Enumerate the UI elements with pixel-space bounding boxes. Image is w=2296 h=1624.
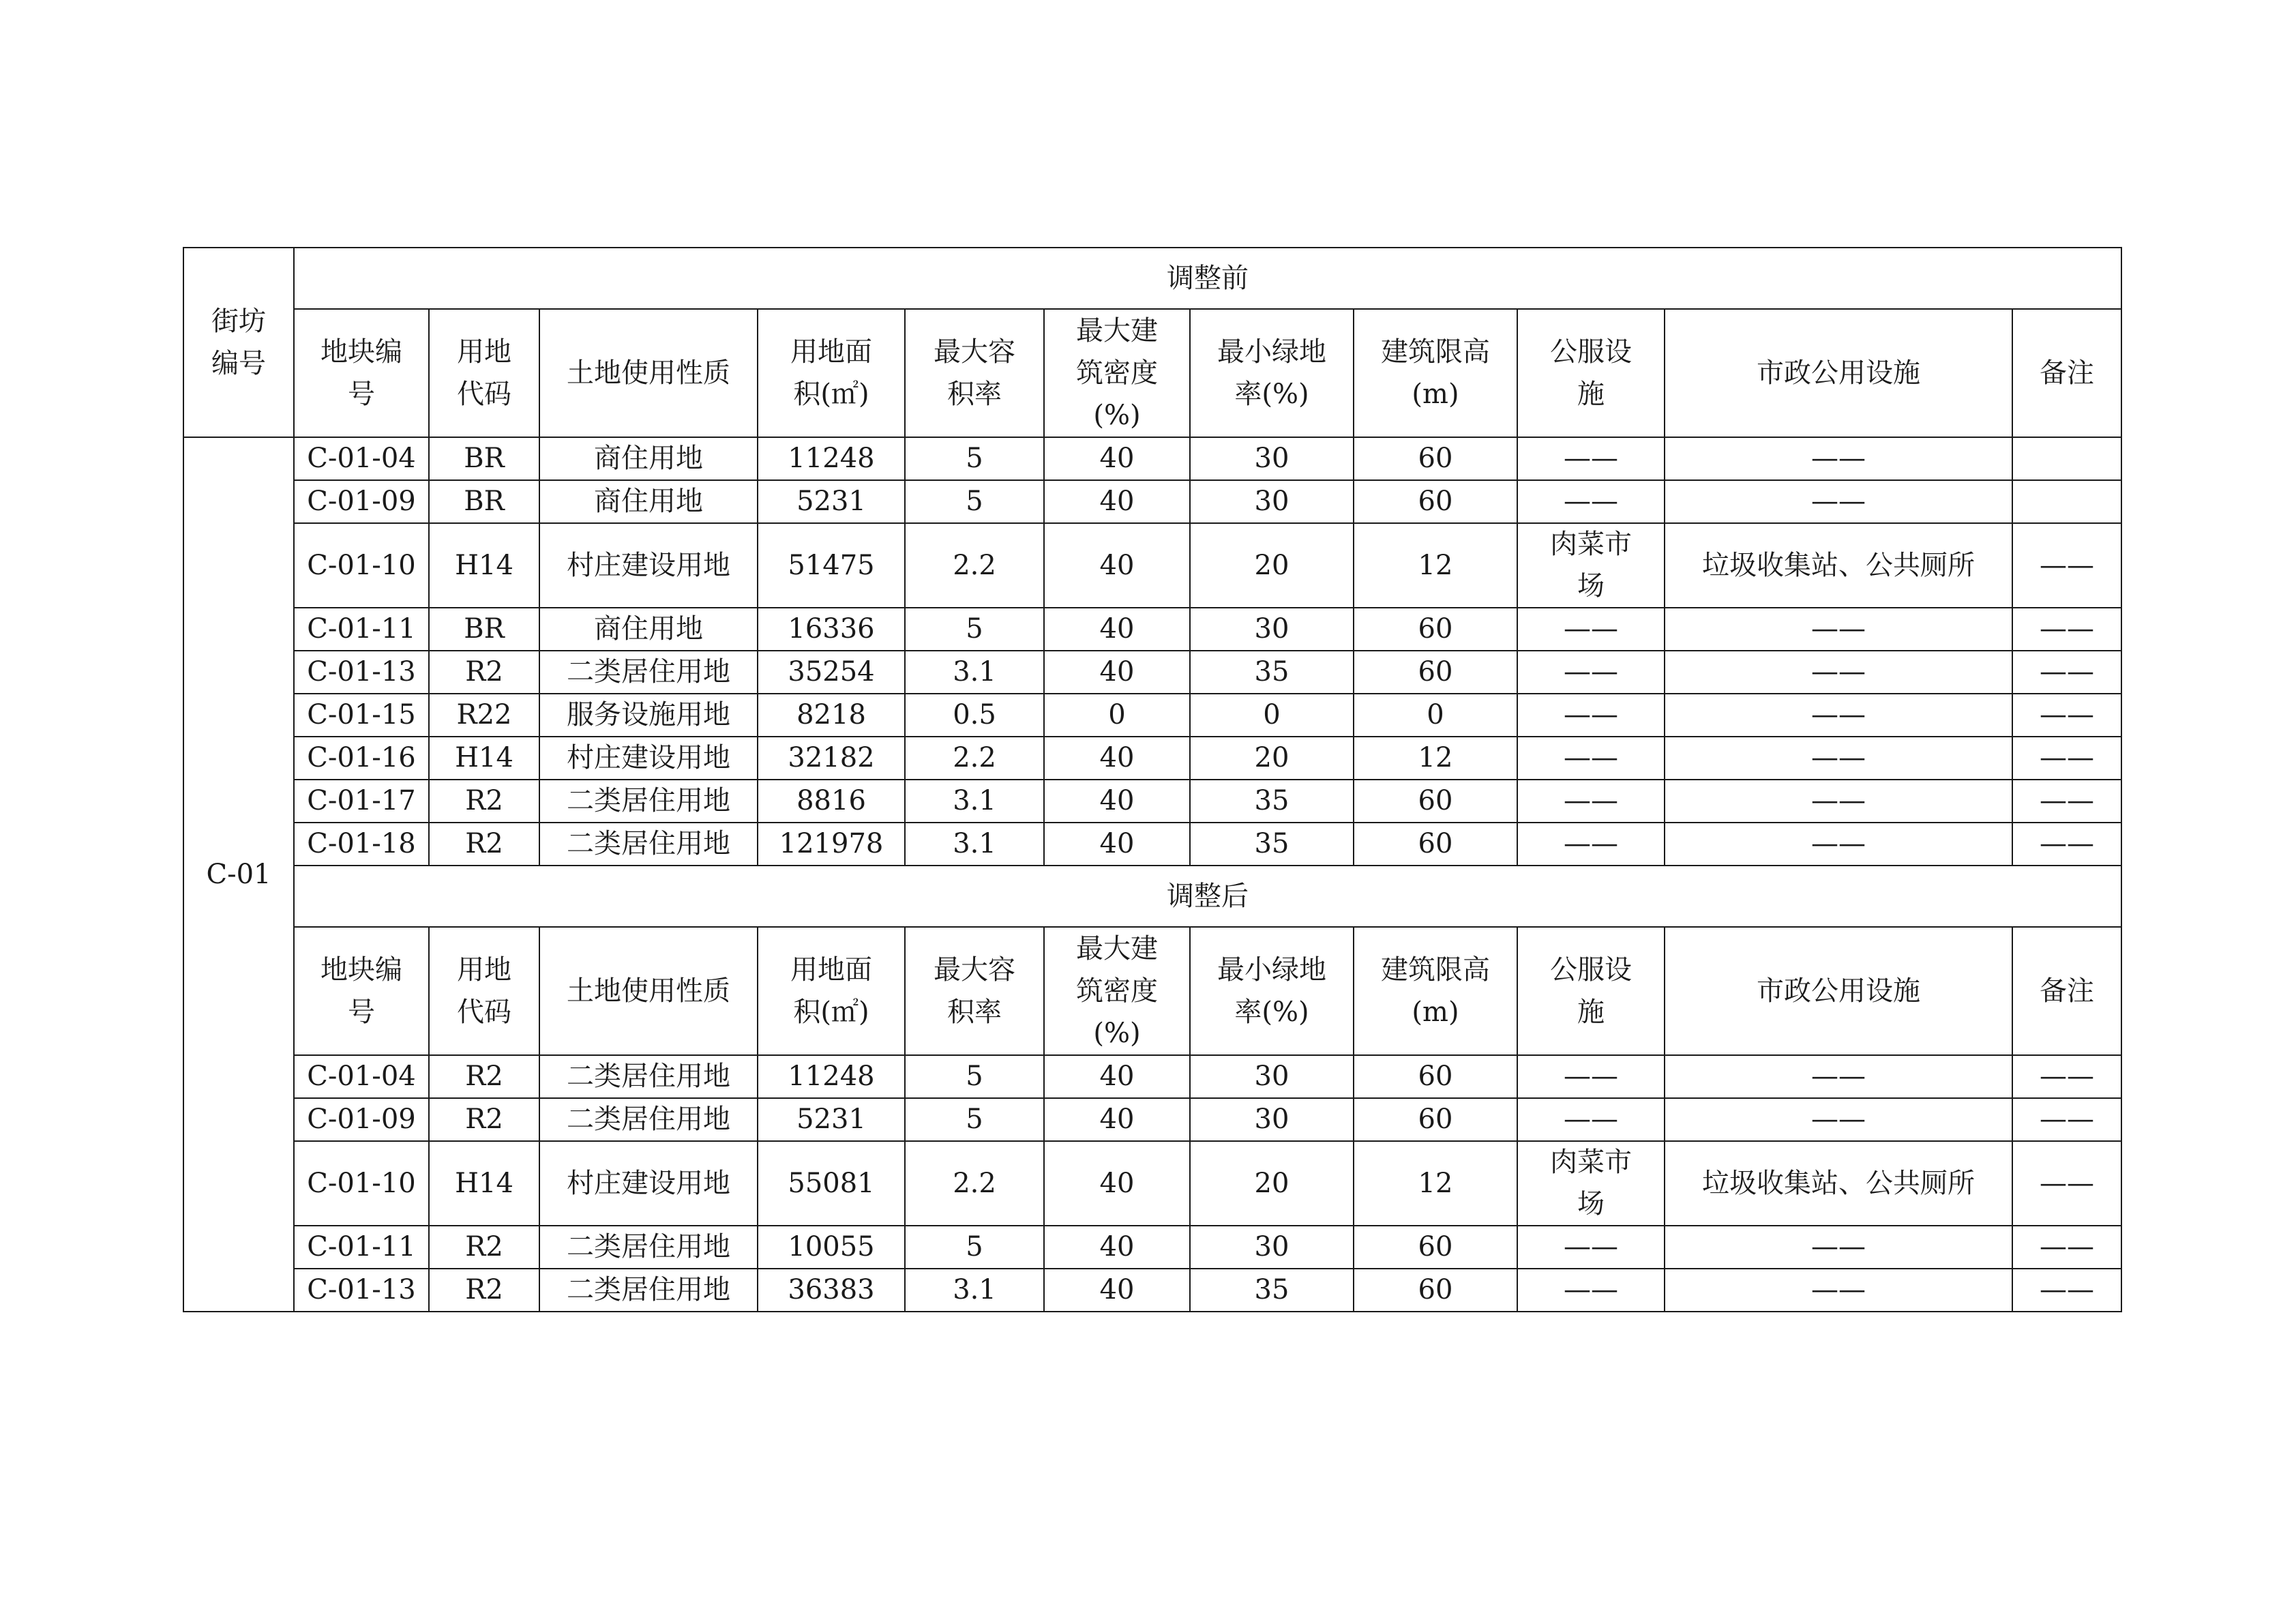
min-green-ratio-header-line: 率(%)	[1234, 996, 1309, 1028]
parcel-id-header	[294, 927, 429, 1055]
max-far-cell: 5	[905, 1098, 1044, 1141]
min-green-ratio-cell: 35	[1190, 651, 1354, 694]
parcel-id-cell: C-01-09	[294, 480, 429, 523]
municipal-facility-cell: ——	[1665, 1226, 2012, 1269]
height-limit-header-line: 建筑限高	[1381, 954, 1490, 986]
parcel-id-cell: C-01-16	[294, 737, 429, 780]
table-row	[183, 823, 2121, 866]
land-area-cell: 55081	[758, 1141, 905, 1226]
land-area-cell: 32182	[758, 737, 905, 780]
parcel-id-cell: C-01-10	[294, 1141, 429, 1226]
remarks-cell: ——	[2012, 651, 2121, 694]
parcel-id-header-line: 地块编	[320, 954, 402, 986]
height-limit-cell: 60	[1354, 1269, 1517, 1312]
public-service-facility-cell-line: ——	[1564, 742, 1618, 773]
max-building-density-cell: 0	[1044, 694, 1190, 737]
public-service-facility-cell	[1517, 480, 1665, 523]
land-use-nature-cell: 村庄建设用地	[539, 737, 758, 780]
min-green-ratio-cell: 35	[1190, 823, 1354, 866]
height-limit-cell: 60	[1354, 480, 1517, 523]
height-limit-cell: 60	[1354, 823, 1517, 866]
max-far-cell: 2.2	[905, 523, 1044, 608]
public-service-facility-cell-line: 场	[1577, 570, 1605, 602]
land-area-cell: 5231	[758, 1098, 905, 1141]
block-number: C-01	[183, 437, 294, 1312]
land-code-cell: R2	[429, 823, 539, 866]
land-use-nature-cell: 二类居住用地	[539, 1226, 758, 1269]
land-area-cell: 51475	[758, 523, 905, 608]
max-building-density-header-line: (%)	[1093, 400, 1141, 431]
land-area-cell: 16336	[758, 608, 905, 651]
height-limit-cell: 60	[1354, 1098, 1517, 1141]
block-number-header	[183, 248, 294, 437]
municipal-facility-cell: ——	[1665, 437, 2012, 480]
min-green-ratio-cell: 20	[1190, 523, 1354, 608]
remarks-cell: ——	[2012, 1226, 2121, 1269]
land-code-header-line: 代码	[457, 379, 511, 410]
max-far-cell: 3.1	[905, 1269, 1044, 1312]
land-use-nature-cell: 二类居住用地	[539, 823, 758, 866]
municipal-facility-cell: 垃圾收集站、公共厕所	[1665, 1141, 2012, 1226]
public-service-facility-header-line: 公服设	[1550, 954, 1632, 986]
table-row	[183, 1141, 2121, 1226]
min-green-ratio-cell: 20	[1190, 737, 1354, 780]
min-green-ratio-cell: 30	[1190, 437, 1354, 480]
municipal-facility-cell: ——	[1665, 1055, 2012, 1098]
max-building-density-header-line: (%)	[1093, 1018, 1141, 1049]
max-building-density-cell: 40	[1044, 437, 1190, 480]
public-service-facility-cell-line: 肉菜市	[1550, 1147, 1632, 1178]
max-far-header-line: 积率	[947, 379, 1002, 410]
min-green-ratio-header	[1190, 309, 1354, 437]
block-number-header-line: 街坊	[211, 306, 266, 337]
max-building-density-cell: 40	[1044, 1269, 1190, 1312]
land-code-header-line: 用地	[457, 336, 511, 368]
min-green-ratio-header-line: 最小绿地	[1217, 336, 1326, 368]
public-service-facility-header	[1517, 927, 1665, 1055]
public-service-facility-cell-line: ——	[1564, 699, 1618, 730]
public-service-facility-header-line: 公服设	[1550, 336, 1632, 368]
table-row	[183, 1226, 2121, 1269]
remarks-cell: ——	[2012, 737, 2121, 780]
height-limit-cell: 12	[1354, 1141, 1517, 1226]
max-far-header	[905, 309, 1044, 437]
height-limit-cell: 60	[1354, 437, 1517, 480]
land-use-nature-cell: 二类居住用地	[539, 1055, 758, 1098]
remarks-header	[2012, 927, 2121, 1055]
land-area-cell: 8218	[758, 694, 905, 737]
remarks-cell: ——	[2012, 608, 2121, 651]
public-service-facility-cell	[1517, 1098, 1665, 1141]
land-use-nature-cell: 二类居住用地	[539, 780, 758, 823]
max-building-density-cell: 40	[1044, 608, 1190, 651]
remarks-cell: ——	[2012, 1141, 2121, 1226]
height-limit-cell: 60	[1354, 608, 1517, 651]
municipal-facility-cell: ——	[1665, 823, 2012, 866]
land-use-nature-header-line: 土地使用性质	[567, 357, 730, 389]
land-area-cell: 35254	[758, 651, 905, 694]
max-building-density-header-line: 筑密度	[1076, 975, 1158, 1007]
height-limit-cell: 60	[1354, 1226, 1517, 1269]
land-code-cell: R2	[429, 1098, 539, 1141]
remarks-cell: ——	[2012, 1269, 2121, 1312]
parcel-id-cell: C-01-13	[294, 1269, 429, 1312]
land-use-nature-header	[539, 927, 758, 1055]
public-service-facility-cell-line: 场	[1577, 1188, 1605, 1220]
remarks-header-line: 备注	[2040, 357, 2095, 389]
parcel-id-header-line: 地块编	[320, 336, 402, 368]
land-code-header-line: 代码	[457, 996, 511, 1028]
land-area-header-line: 用地面	[790, 954, 872, 986]
remarks-cell: ——	[2012, 1098, 2121, 1141]
table-row	[183, 1055, 2121, 1098]
land-use-nature-cell: 二类居住用地	[539, 1098, 758, 1141]
remarks-header-line: 备注	[2040, 975, 2095, 1007]
public-service-facility-cell	[1517, 523, 1665, 608]
min-green-ratio-cell: 30	[1190, 1098, 1354, 1141]
min-green-ratio-cell: 30	[1190, 1226, 1354, 1269]
table-row	[183, 651, 2121, 694]
parcel-id-cell: C-01-15	[294, 694, 429, 737]
land-area-cell: 121978	[758, 823, 905, 866]
land-code-cell: R2	[429, 1055, 539, 1098]
max-building-density-cell: 40	[1044, 1141, 1190, 1226]
land-use-nature-cell: 村庄建设用地	[539, 1141, 758, 1226]
parcel-id-cell: C-01-04	[294, 1055, 429, 1098]
max-far-header	[905, 927, 1044, 1055]
public-service-facility-cell	[1517, 437, 1665, 480]
max-building-density-header-line: 最大建	[1076, 933, 1158, 964]
public-service-facility-cell-line: ——	[1564, 828, 1618, 859]
land-use-nature-cell: 商住用地	[539, 608, 758, 651]
max-far-cell: 3.1	[905, 780, 1044, 823]
public-service-facility-cell	[1517, 737, 1665, 780]
remarks-cell: ——	[2012, 694, 2121, 737]
max-far-cell: 5	[905, 1055, 1044, 1098]
max-far-header-line: 积率	[947, 996, 1002, 1028]
parcel-id-header-line: 号	[348, 996, 375, 1028]
parcel-id-cell: C-01-17	[294, 780, 429, 823]
min-green-ratio-cell: 20	[1190, 1141, 1354, 1226]
max-far-header-line: 最大容	[934, 954, 1015, 986]
municipal-facility-cell: ——	[1665, 737, 2012, 780]
table-row	[183, 523, 2121, 608]
height-limit-header-line: (m)	[1412, 379, 1459, 410]
parcel-id-cell: C-01-04	[294, 437, 429, 480]
land-code-cell: R2	[429, 780, 539, 823]
public-service-facility-cell-line: ——	[1564, 656, 1618, 688]
municipal-facility-header	[1665, 927, 2012, 1055]
public-service-facility-cell	[1517, 608, 1665, 651]
municipal-facility-header-line: 市政公用设施	[1757, 975, 1920, 1007]
public-service-facility-cell	[1517, 694, 1665, 737]
land-use-nature-cell: 村庄建设用地	[539, 523, 758, 608]
municipal-facility-cell: ——	[1665, 608, 2012, 651]
min-green-ratio-cell: 35	[1190, 780, 1354, 823]
height-limit-cell: 12	[1354, 523, 1517, 608]
land-code-header	[429, 927, 539, 1055]
height-limit-cell: 60	[1354, 651, 1517, 694]
max-far-cell: 5	[905, 608, 1044, 651]
municipal-facility-cell: ——	[1665, 480, 2012, 523]
max-far-cell: 5	[905, 480, 1044, 523]
land-code-header-line: 用地	[457, 954, 511, 986]
land-area-header	[758, 927, 905, 1055]
public-service-facility-cell	[1517, 780, 1665, 823]
land-code-cell: R2	[429, 1269, 539, 1312]
table-row	[183, 480, 2121, 523]
land-use-nature-cell: 二类居住用地	[539, 1269, 758, 1312]
max-building-density-cell: 40	[1044, 737, 1190, 780]
max-far-cell: 3.1	[905, 651, 1044, 694]
max-building-density-cell: 40	[1044, 1055, 1190, 1098]
remarks-header	[2012, 309, 2121, 437]
min-green-ratio-cell: 0	[1190, 694, 1354, 737]
municipal-facility-cell: 垃圾收集站、公共厕所	[1665, 523, 2012, 608]
max-building-density-cell: 40	[1044, 651, 1190, 694]
before-section-title: 调整前	[294, 248, 2121, 309]
after-section-title: 调整后	[294, 866, 2121, 927]
public-service-facility-cell	[1517, 1055, 1665, 1098]
max-far-cell: 0.5	[905, 694, 1044, 737]
land-use-adjustment-table	[183, 247, 2122, 1312]
max-building-density-header-line: 最大建	[1076, 315, 1158, 346]
public-service-facility-cell	[1517, 1141, 1665, 1226]
municipal-facility-cell: ——	[1665, 780, 2012, 823]
public-service-facility-cell	[1517, 651, 1665, 694]
municipal-facility-header	[1665, 309, 2012, 437]
max-far-cell: 5	[905, 1226, 1044, 1269]
max-building-density-header-line: 筑密度	[1076, 357, 1158, 389]
max-far-cell: 3.1	[905, 823, 1044, 866]
land-area-header	[758, 309, 905, 437]
public-service-facility-cell-line: ——	[1564, 1274, 1618, 1305]
min-green-ratio-cell: 30	[1190, 480, 1354, 523]
max-far-cell: 5	[905, 437, 1044, 480]
min-green-ratio-header-line: 率(%)	[1234, 379, 1309, 410]
municipal-facility-cell: ——	[1665, 694, 2012, 737]
parcel-id-cell: C-01-09	[294, 1098, 429, 1141]
height-limit-cell: 60	[1354, 1055, 1517, 1098]
max-building-density-header	[1044, 309, 1190, 437]
public-service-facility-cell-line: ——	[1564, 1231, 1618, 1263]
land-use-nature-cell: 商住用地	[539, 480, 758, 523]
land-use-nature-cell: 二类居住用地	[539, 651, 758, 694]
block-number-header-line: 编号	[211, 348, 266, 379]
land-area-cell: 10055	[758, 1226, 905, 1269]
remarks-cell: ——	[2012, 523, 2121, 608]
municipal-facility-cell: ——	[1665, 1269, 2012, 1312]
public-service-facility-cell-line: 肉菜市	[1550, 529, 1632, 560]
max-building-density-cell: 40	[1044, 823, 1190, 866]
land-code-cell: R2	[429, 651, 539, 694]
land-code-cell: R22	[429, 694, 539, 737]
parcel-id-cell: C-01-18	[294, 823, 429, 866]
min-green-ratio-cell: 30	[1190, 608, 1354, 651]
land-code-cell: H14	[429, 1141, 539, 1226]
max-building-density-cell: 40	[1044, 780, 1190, 823]
height-limit-header-line: 建筑限高	[1381, 336, 1490, 368]
land-area-header-line: 用地面	[790, 336, 872, 368]
min-green-ratio-header-line: 最小绿地	[1217, 954, 1326, 986]
table-row	[183, 437, 2121, 480]
public-service-facility-cell	[1517, 1226, 1665, 1269]
table-row	[183, 1098, 2121, 1141]
land-area-cell: 5231	[758, 480, 905, 523]
table-row	[183, 737, 2121, 780]
parcel-id-header	[294, 309, 429, 437]
min-green-ratio-cell: 35	[1190, 1269, 1354, 1312]
public-service-facility-cell-line: ——	[1564, 1104, 1618, 1135]
public-service-facility-cell-line: ——	[1564, 1061, 1618, 1092]
parcel-id-cell: C-01-13	[294, 651, 429, 694]
land-area-cell: 11248	[758, 437, 905, 480]
min-green-ratio-header	[1190, 927, 1354, 1055]
land-code-cell: BR	[429, 608, 539, 651]
max-building-density-cell: 40	[1044, 523, 1190, 608]
max-building-density-cell: 40	[1044, 1226, 1190, 1269]
public-service-facility-cell	[1517, 1269, 1665, 1312]
municipal-facility-cell: ——	[1665, 651, 2012, 694]
land-use-nature-cell: 商住用地	[539, 437, 758, 480]
public-service-facility-cell-line: ——	[1564, 785, 1618, 816]
land-area-cell: 8816	[758, 780, 905, 823]
parcel-id-cell: C-01-10	[294, 523, 429, 608]
land-area-cell: 11248	[758, 1055, 905, 1098]
public-service-facility-cell	[1517, 823, 1665, 866]
height-limit-cell: 0	[1354, 694, 1517, 737]
remarks-cell	[2012, 437, 2121, 480]
land-use-nature-cell: 服务设施用地	[539, 694, 758, 737]
max-far-cell: 2.2	[905, 1141, 1044, 1226]
height-limit-header	[1354, 309, 1517, 437]
height-limit-cell: 60	[1354, 780, 1517, 823]
land-code-cell: H14	[429, 737, 539, 780]
height-limit-header	[1354, 927, 1517, 1055]
table-row	[183, 608, 2121, 651]
table-row	[183, 1269, 2121, 1312]
height-limit-header-line: (m)	[1412, 996, 1459, 1028]
land-code-cell: H14	[429, 523, 539, 608]
max-building-density-header	[1044, 927, 1190, 1055]
land-use-nature-header	[539, 309, 758, 437]
municipal-facility-header-line: 市政公用设施	[1757, 357, 1920, 389]
public-service-facility-header	[1517, 309, 1665, 437]
public-service-facility-header-line: 施	[1577, 996, 1605, 1028]
land-code-header	[429, 309, 539, 437]
public-service-facility-cell-line: ——	[1564, 486, 1618, 517]
remarks-cell: ——	[2012, 780, 2121, 823]
min-green-ratio-cell: 30	[1190, 1055, 1354, 1098]
land-code-cell: BR	[429, 480, 539, 523]
remarks-cell: ——	[2012, 1055, 2121, 1098]
remarks-cell	[2012, 480, 2121, 523]
land-use-nature-header-line: 土地使用性质	[567, 975, 730, 1007]
land-area-header-line: 积(㎡)	[793, 996, 869, 1028]
land-area-cell: 36383	[758, 1269, 905, 1312]
public-service-facility-cell-line: ——	[1564, 613, 1618, 645]
height-limit-cell: 12	[1354, 737, 1517, 780]
table-row	[183, 694, 2121, 737]
table-row	[183, 780, 2121, 823]
land-code-cell: R2	[429, 1226, 539, 1269]
land-code-cell: BR	[429, 437, 539, 480]
public-service-facility-cell-line: ——	[1564, 443, 1618, 474]
parcel-id-header-line: 号	[348, 379, 375, 410]
max-building-density-cell: 40	[1044, 480, 1190, 523]
max-building-density-cell: 40	[1044, 1098, 1190, 1141]
parcel-id-cell: C-01-11	[294, 608, 429, 651]
max-far-header-line: 最大容	[934, 336, 1015, 368]
max-far-cell: 2.2	[905, 737, 1044, 780]
public-service-facility-header-line: 施	[1577, 379, 1605, 410]
parcel-id-cell: C-01-11	[294, 1226, 429, 1269]
remarks-cell: ——	[2012, 823, 2121, 866]
municipal-facility-cell: ——	[1665, 1098, 2012, 1141]
land-area-header-line: 积(㎡)	[793, 379, 869, 410]
